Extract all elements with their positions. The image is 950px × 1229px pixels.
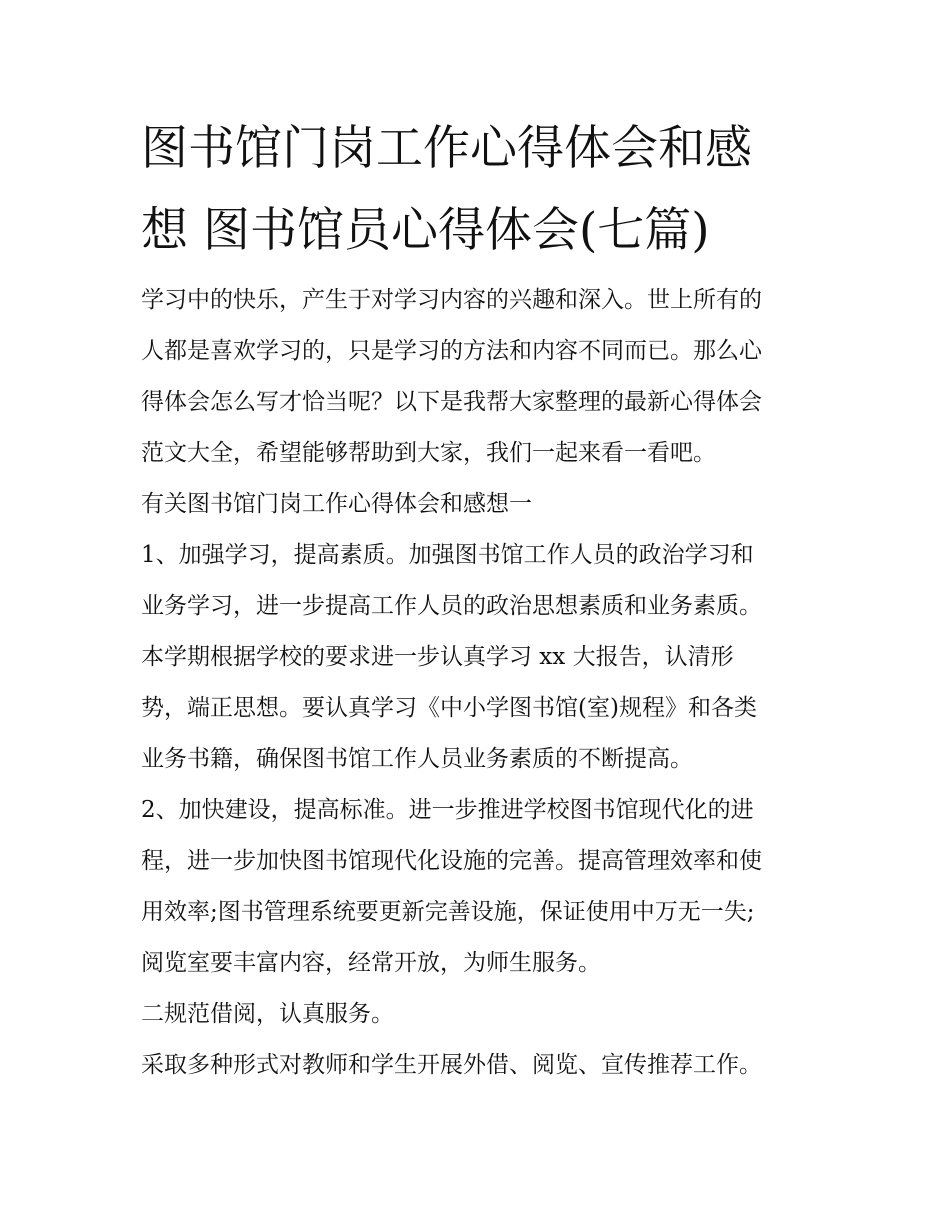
text-line: 采取多种形式对教师和学生开展外借、阅览、宣传推荐工作。 — [141, 1052, 762, 1078]
text-line: 本学期根据学校的要求进一步认真学习 xx 大报告，认清形 — [141, 644, 734, 670]
intro-paragraph — [141, 275, 762, 479]
text-line: 学习中的快乐，产生于对学习内容的兴趣和深入。世上所有的 — [141, 287, 762, 313]
document-title — [141, 108, 841, 272]
text-line: 阅览室要丰富内容，经常开放，为师生服务。 — [141, 950, 601, 976]
text-line: 业务书籍，确保图书馆工作人员业务素质的不断提高。 — [141, 746, 693, 772]
text-line: 1、加强学习，提高素质。加强图书馆工作人员的政治学习和 — [141, 542, 754, 568]
text-line: 业务学习，进一步提高工作人员的政治思想素质和业务素质。 — [141, 593, 762, 619]
text-line: 人都是喜欢学习的，只是学习的方法和内容不同而已。那么心 — [141, 338, 762, 364]
text-line: 有关图书馆门岗工作心得体会和感想一 — [141, 491, 532, 517]
body-paragraph — [141, 785, 762, 989]
text-line: 势，端正思想。要认真学习《中小学图书馆(室)规程》和各类 — [141, 695, 757, 721]
body-paragraph — [141, 1040, 762, 1091]
section-heading — [141, 989, 394, 1040]
text-line: 2、加快建设，提高标准。进一步推进学校图书馆现代化的进 — [141, 797, 754, 823]
text-line: 范文大全，希望能够帮助到大家，我们一起来看一看吧。 — [141, 440, 716, 466]
title-line: 图书馆门岗工作心得体会和感 — [141, 121, 752, 176]
text-line: 二规范借阅，认真服务。 — [141, 1001, 394, 1027]
section-heading — [141, 479, 532, 530]
body-paragraph — [141, 530, 762, 785]
text-line: 程，进一步加快图书馆现代化设施的完善。提高管理效率和使 — [141, 848, 762, 874]
text-line: 用效率;图书管理系统要更新完善设施，保证使用中万无一失; — [141, 899, 755, 925]
title-line: 想 图书馆员心得体会(七篇) — [141, 203, 710, 258]
text-line: 得体会怎么写才恰当呢？以下是我帮大家整理的最新心得体会 — [141, 389, 762, 415]
